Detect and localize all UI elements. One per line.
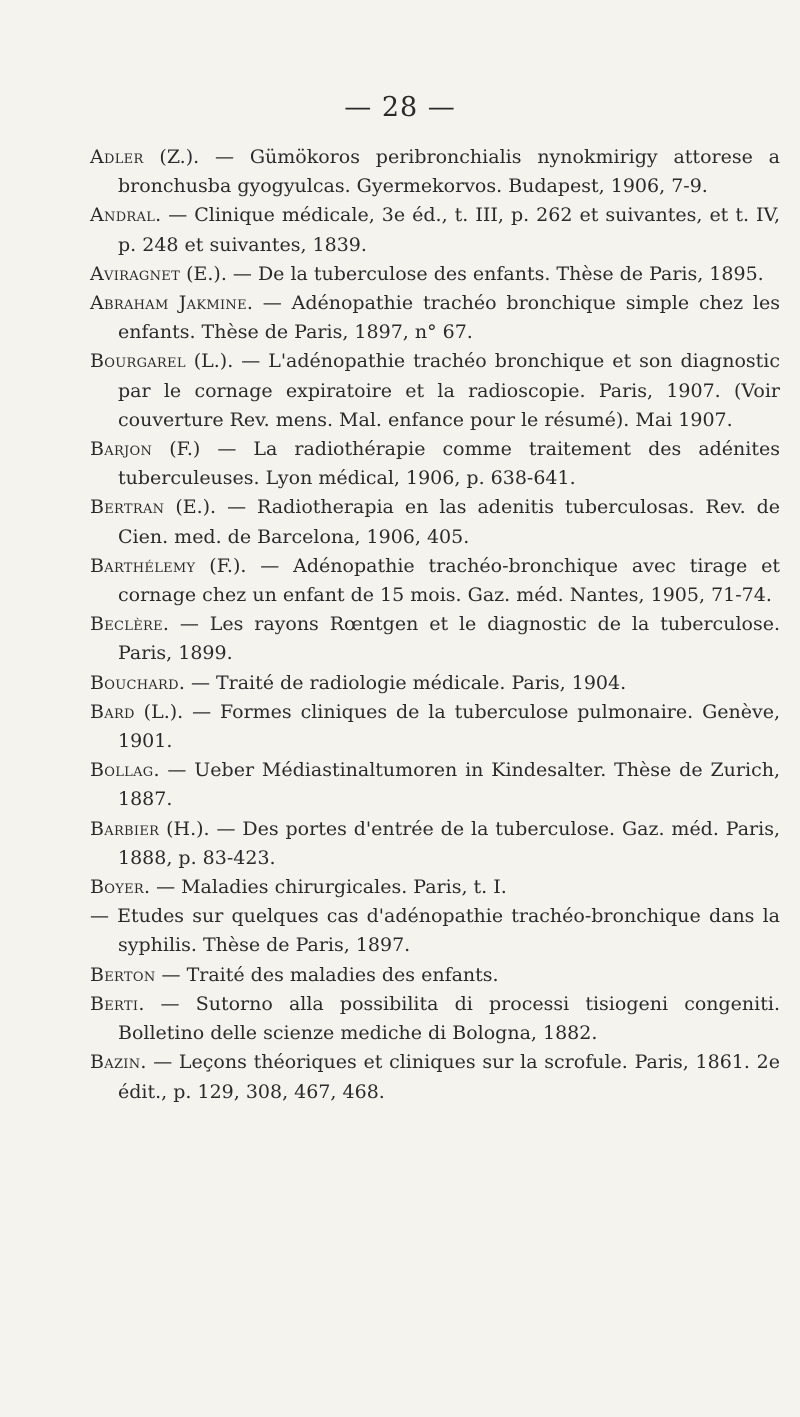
entry-author: Beclère (90, 613, 163, 636)
bibliography-entry (90, 493, 780, 551)
bibliography-entry (90, 260, 780, 289)
bibliography-entry (90, 143, 780, 201)
entry-text: (Z.). — Gümökoros peribronchialis nynokmirigy attorese a bronchusba gyogyulcas. Gyermekorvos. Budapest, 1906, 7-9. (118, 146, 780, 198)
bibliography-entry (90, 873, 780, 902)
entry-author: Boyer (90, 876, 144, 899)
entry-author: Barjon (90, 438, 153, 461)
entry-author: Abraham Jakmine (90, 292, 247, 315)
entry-text: . — Traité de radiologie médicale. Paris, 1904. (178, 671, 627, 694)
entry-text: (H.). — Des portes d'entrée de la tuberculose. Gaz. méd. Paris, 1888, p. 83-423. (118, 817, 780, 869)
bibliography-entry (90, 756, 780, 814)
entry-text: (E.). — De la tuberculose des enfants. Thèse de Paris, 1895. (180, 262, 764, 285)
entry-text: . — Sutorno alla possibilita di processi tisiogeni congeniti. Bolletino delle scienze mediche di Bologna, 1882. (118, 992, 780, 1045)
entry-text: — Traité des maladies des enfants. (155, 963, 499, 986)
bibliography-entry (90, 902, 780, 960)
entry-author: Andral (90, 204, 156, 227)
page-number: — 28 — (344, 92, 456, 123)
entry-author: Barbier (90, 817, 160, 840)
entry-text: . — Adénopathie trachéo bronchique simple chez les enfants. Thèse de Paris, 1897, n° 67. (118, 292, 780, 344)
bibliography-entry (90, 201, 780, 259)
entry-text: . — Ueber Médiastinaltumoren in Kindesalter. Thèse de Zurich, 1887. (118, 759, 780, 811)
entry-text: . — Leçons théoriques et cliniques sur la scrofule. Paris, 1861. 2e édit., p. 129, 308, 467, 468. (118, 1051, 780, 1103)
bibliography-entry (90, 610, 780, 668)
bibliography-entry (90, 961, 780, 990)
entry-author: Adler (90, 146, 144, 168)
entry-author: Berti (90, 992, 139, 1015)
entry-text: (L.). — L'adénopathie trachéo bronchique et son diagnostic par le cornage expiratoire et la radioscopie. Paris, 1907. (Voir couverture Rev. mens. Mal. enfance pour le résumé). Mai 1907. (118, 350, 780, 431)
entry-author: Bertran (90, 496, 165, 519)
bibliography-entry (90, 1048, 780, 1106)
entry-text: . — Maladies chirurgicales. Paris, t. I. (143, 876, 507, 899)
entry-text: (F.). — Adénopathie trachéo-bronchique avec tirage et cornage chez un enfant de 15 mois. Gaz. méd. Nantes, 1905, 71-74. (118, 554, 780, 607)
entry-author: Bollag (90, 759, 154, 782)
entry-author: Bourgarel (90, 350, 186, 373)
bibliography-entry (90, 347, 780, 435)
entry-text: (F.) — La radiothérapie comme traitement des adénites tuberculeuses. Lyon médical, 1906, p. 638-641. (118, 438, 780, 490)
entry-author: Aviragnet (90, 262, 181, 285)
entry-text: (L.). — Formes cliniques de la tuberculose pulmonaire. Genève, 1901. (118, 700, 780, 753)
bibliography-entry (90, 289, 780, 347)
bibliography-entry (90, 698, 780, 756)
bibliography-list (90, 143, 780, 1107)
entry-author: Bazin (90, 1051, 141, 1074)
bibliography-entry (90, 815, 780, 873)
entry-text: — Etudes sur quelques cas d'adénopathie trachéo-bronchique dans la syphilis. Thèse de Paris, 1897. (90, 905, 780, 957)
entry-author: Barthélemy (90, 554, 196, 577)
entry-author: Bouchard (90, 671, 179, 694)
entry-author: Berton (90, 963, 156, 986)
entry-text: . — Les rayons Rœntgen et le diagnostic de la tuberculose. Paris, 1899. (118, 613, 780, 665)
bibliography-entry (90, 552, 780, 610)
bibliography-entry (90, 990, 780, 1048)
entry-text: . — Clinique médicale, 3e éd., t. III, p. 262 et suivantes, et t. IV, p. 248 et suivantes, 1839. (118, 204, 780, 256)
bibliography-entry (90, 669, 780, 698)
bibliography-entry (90, 435, 780, 493)
entry-text: (E.). — Radiotherapia en las adenitis tuberculosas. Rev. de Cien. med. de Barcelona, 1906, 405. (118, 496, 780, 548)
entry-author: Bard (90, 700, 135, 723)
